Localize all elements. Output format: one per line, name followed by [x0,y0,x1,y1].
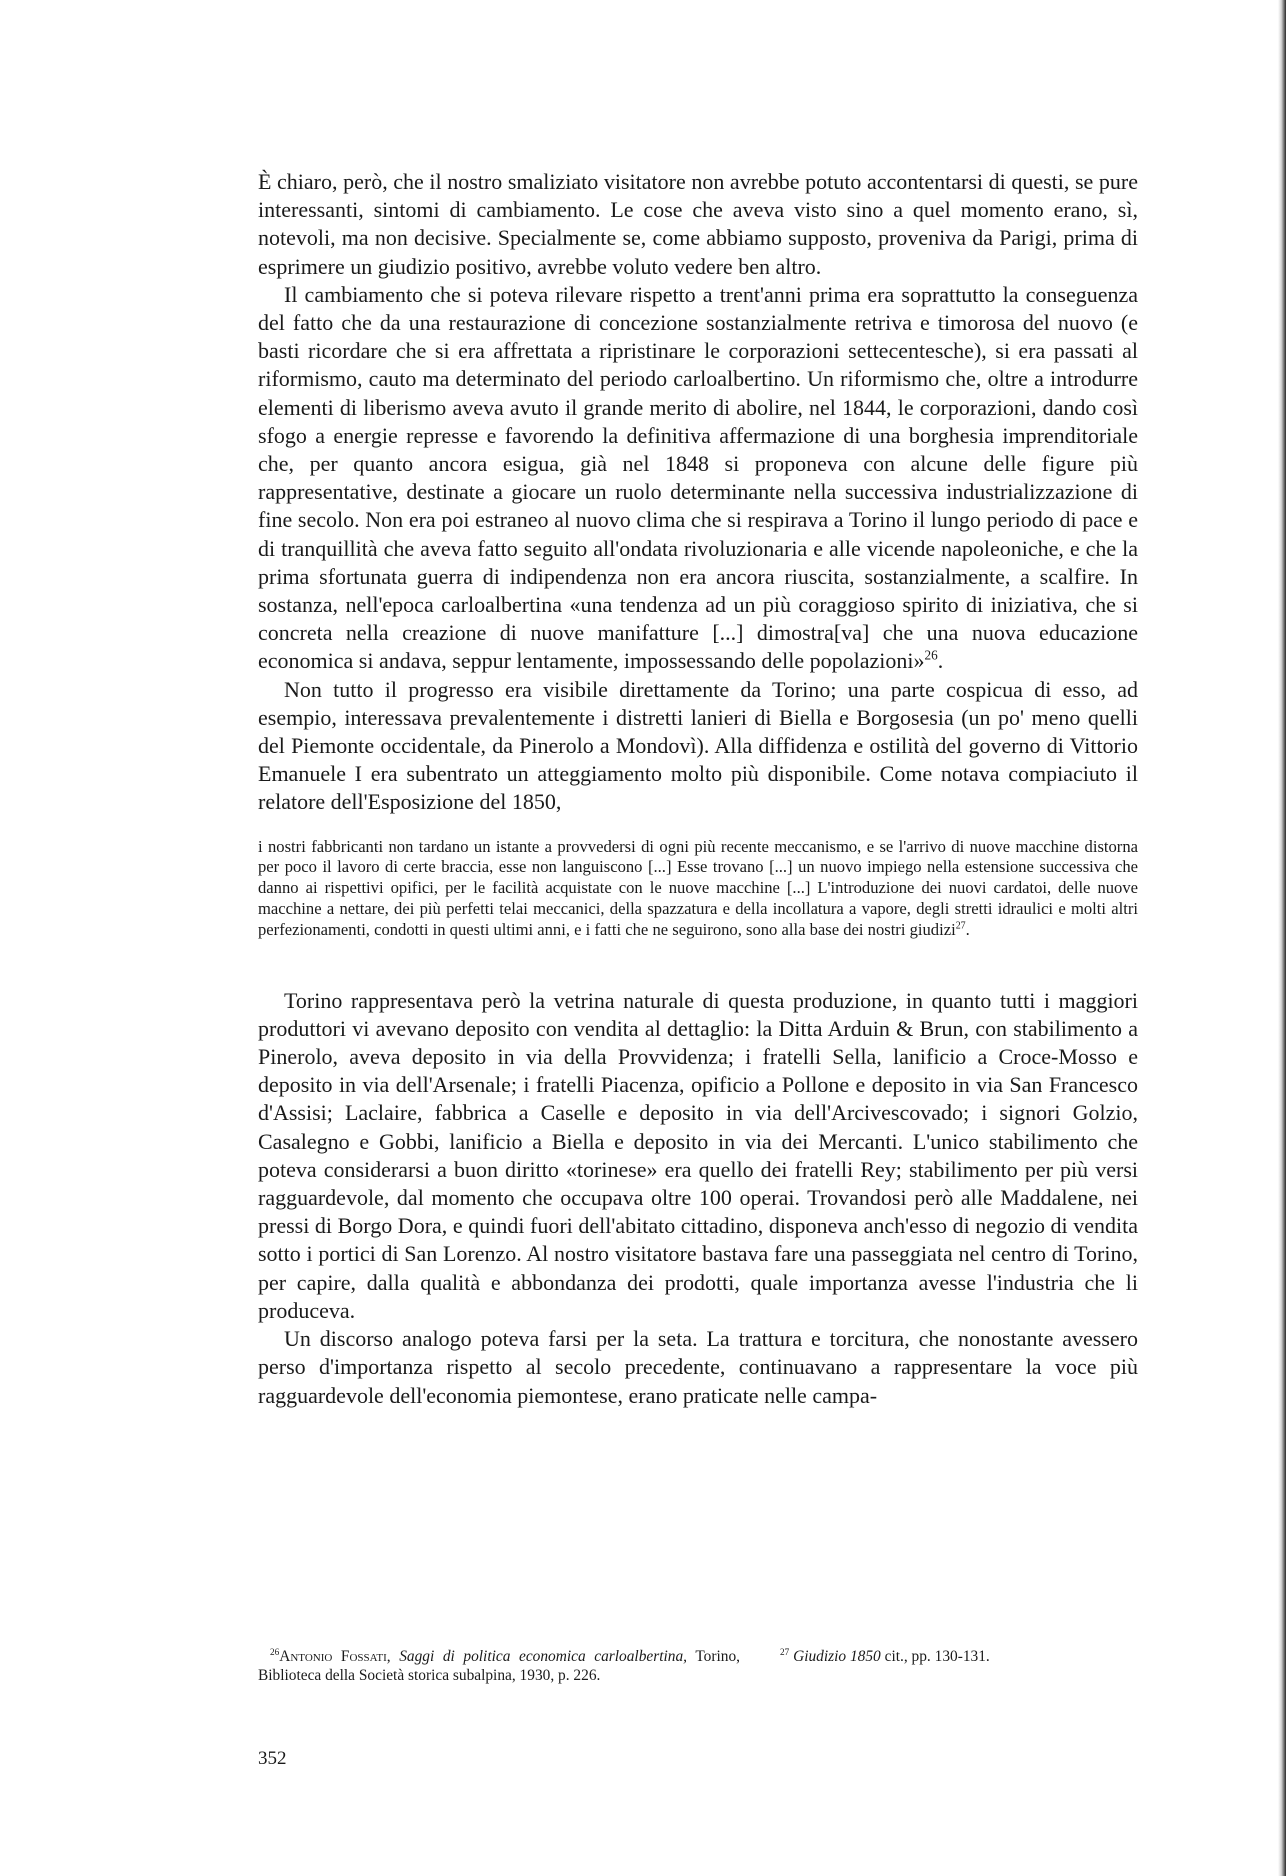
paragraph-2: Il cambiamento che si poteva rilevare rispetto a trent'anni prima era soprattutto la conseguenza del fatto che da una restaurazione di concezione sostanzialmente retriva e timorosa del nuovo (e basti ricordare che si era affrettata a ripristinare le corporazioni settecentesche), si era passati al riformismo, cauto ma determinato del periodo carloalbertino. Un riformismo che, oltre a introdurre elementi di liberismo aveva avuto il grande merito di abolire, nel 1844, le corporazioni, dando così sfogo a energie represse e favorendo la definitiva affermazione di una borghesia imprenditoriale che, per quanto ancora esigua, già nel 1848 si proponeva con alcune delle figure più rappresentative, destinate a giocare un ruolo determinante nella successiva industrializzazione di fine secolo. Non era poi estraneo al nuovo clima che si respirava a Torino il lungo periodo di pace e di tranquillità che aveva fatto seguito all'ondata rivoluzionaria e alle vicende napoleoniche, e che la prima sfortunata guerra di indipendenza non era ancora riuscita, sostanzialmente, a scalfire. In sostanza, nell'epoca carloalbertina «una tendenza ad un più coraggioso spirito di iniziativa, che si concreta nella creazione di nuove manifatture [...] dimostra[va] che una nuova educazione economica si andava, seppur lentamente, impossessando delle popolazioni»$^{26}$. [258,281,1138,674]
paragraph-2-text: Il cambiamento che si poteva rilevare rispetto a trent'anni prima era soprattutto la conseguenza del fatto che da una restaurazione di concezione sostanzialmente retriva e timorosa del nuovo (e basti ricordare che si era affrettata a ripristinare le corporazioni settecentesche), si era passati al riformismo, cauto ma determinato del periodo carloalbertino. Un riformismo che, oltre a introdurre elementi di liberismo aveva avuto il grande merito di abolire, nel 1844, le corporazioni, dando così sfogo a energie represse e favorendo la definitiva affermazione di una borghesia imprenditoriale che, per quanto ancora esigua, già nel 1848 si proponeva con alcune delle figure più rappresentative, destinate a giocare un ruolo determinante nella successiva industrializzazione di fine secolo. Non era poi estraneo al nuovo clima che si respirava a Torino il lungo periodo di pace e di tranquillità che aveva fatto seguito all'ondata rivoluzionaria e alle vicende napoleoniche, e che la prima sfortunata guerra di indipendenza non era ancora riuscita, sostanzialmente, a scalfire. In sostanza, nell'epoca carloalbertina «una tendenza ad un più coraggioso spirito di iniziativa, che si concreta nella creazione di nuove manifatture [...] dimostra[va] che una nuova educazione economica si andava, seppur lentamente, impossessando delle popolazioni» [258,281,1138,674]
footnote-27 [768,1648,1138,1685]
footnote-26 [258,1648,740,1685]
footnote-26-author: Antonio Fossati, [279,1648,391,1665]
footnote-27-rest: cit., pp. 130-131. [884,1648,990,1665]
footnote-26-title: Saggi di politica economica carloalbertina, [399,1648,688,1665]
paragraph-4 [258,987,1138,1325]
paragraph-5 [258,1325,1138,1410]
footnote-26-number: 26 [270,1646,280,1657]
paragraph-4-text: Torino rappresentava però la vetrina naturale di questa produzione, in quanto tutti i maggiori produttori vi avevano deposito con vendita al dettaglio: la Ditta Arduin & Brun, con stabilimento a Pinerolo, aveva deposito in via della Provvidenza; i fratelli Sella, lanificio a Croce-Mosso e deposito in via dell'Arsenale; i fratelli Piacenza, opificio a Pollone e deposito in via San Francesco d'Assisi; Laclaire, fabbrica a Caselle e deposito in via dell'Arcivescovado; i signori Golzio, Casalegno e Gobbi, lanificio a Biella e deposito in via dei Mercanti. L'unico stabilimento che poteva considerarsi a buon diritto «torinese» era quello dei fratelli Rey; stabilimento per più versi ragguardevole, dal momento che occupava oltre 100 operai. Trovandosi però alle Maddalene, nei pressi di Borgo Dora, e quindi fuori dell'abitato cittadino, disponeva anch'esso di negozio di vendita sotto i portici di San Lorenzo. Al nostro visitatore bastava fare una passeggiata nel centro di Torino, per capire, dalla qualità e abbondanza dei prodotti, quale importanza avesse l'industria che li produceva. [258,987,1138,1323]
block-quote-text: i nostri fabbricanti non tardano un istante a provvedersi di ogni più recente meccanismo, e se l'arrivo di nuove macchine distorna per poco il lavoro di certe braccia, esse non languiscono [...] Esse trovano [...] un nuovo impiego nella estensione successiva che danno ai rispettivi opifici, per le facilità acquistate con le nuove macchine [...] L'introduzione dei nuovi cardatoi, delle nuove macchine a nettare, dei più perfetti telai meccanici, della spazzatura e della incollatura a vapore, degli stretti idraulici e molti altri perfezionamenti, condotti in questi ultimi anni, e i fatti che ne seguirono, sono alla base dei nostri giudizi [258,836,1138,939]
paragraph-5-text: Un discorso analogo poteva farsi per la seta. La trattura e torcitura, che nonostante avessero perso d'importanza rispetto al secolo precedente, continuavano a rappresentare la voce più ragguardevole dell'economia piemontese, erano praticate nelle campa- [258,1326,1138,1408]
footnotes [258,1648,1138,1685]
paragraph-1 [258,168,1138,281]
footnote-ref-27[interactable]: 27 [955,920,966,932]
block-quote: i nostri fabbricanti non tardano un istante a provvedersi di ogni più recente meccanismo, e se l'arrivo di nuove macchine distorna per poco il lavoro di certe braccia, esse non languiscono [...] Esse trovano [...] un nuovo impiego nella estensione successiva che danno ai rispettivi opifici, per le facilità acquistate con le nuove macchine [...] L'introduzione dei nuovi cardatoi, delle nuove macchine a nettare, dei più perfetti telai meccanici, della spazzatura e della incollatura a vapore, degli stretti idraulici e molti altri perfezionamenti, condotti in questi ultimi anni, e i fatti che ne seguirono, sono alla base dei nostri giudizi$^{27}$. [258,836,1138,939]
paragraph-1-text: È chiaro, però, che il nostro smaliziato visitatore non avrebbe potuto accontentarsi di questi, se pure interessanti, sintomi di cambiamento. Le cose che aveva visto sino a quel momento erano, sì, notevoli, ma non decisive. Specialmente se, come abbiamo supposto, proveniva da Parigi, prima di esprimere un giudizio positivo, avrebbe voluto vedere ben altro. [258,169,1138,279]
main-text [258,168,1138,1410]
footnote-27-title: Giudizio 1850 [793,1648,881,1665]
scan-edge-shadow [1278,0,1286,1876]
page-number: 352 [258,1748,287,1769]
footnote-ref-26[interactable]: 26 [924,648,938,664]
footnote-26-rest: Torino, Biblioteca della Società storica subalpina, 1930, p. 226. [258,1648,740,1684]
paragraph-3-text: Non tutto il progresso era visibile direttamente da Torino; una parte cospicua di esso, ad esempio, interessava prevalentemente i distretti lanieri di Biella e Borgosesia (un po' meno quelli del Piemonte occidentale, da Pinerolo a Mondovì). Alla diffidenza e ostilità del governo di Vittorio Emanuele I era subentrato un atteggiamento molto più disponibile. Come notava compiaciuto il relatore dell'Esposizione del 1850, [258,676,1138,815]
footnote-27-number: 27 [780,1646,790,1657]
paragraph-3 [258,676,1138,817]
